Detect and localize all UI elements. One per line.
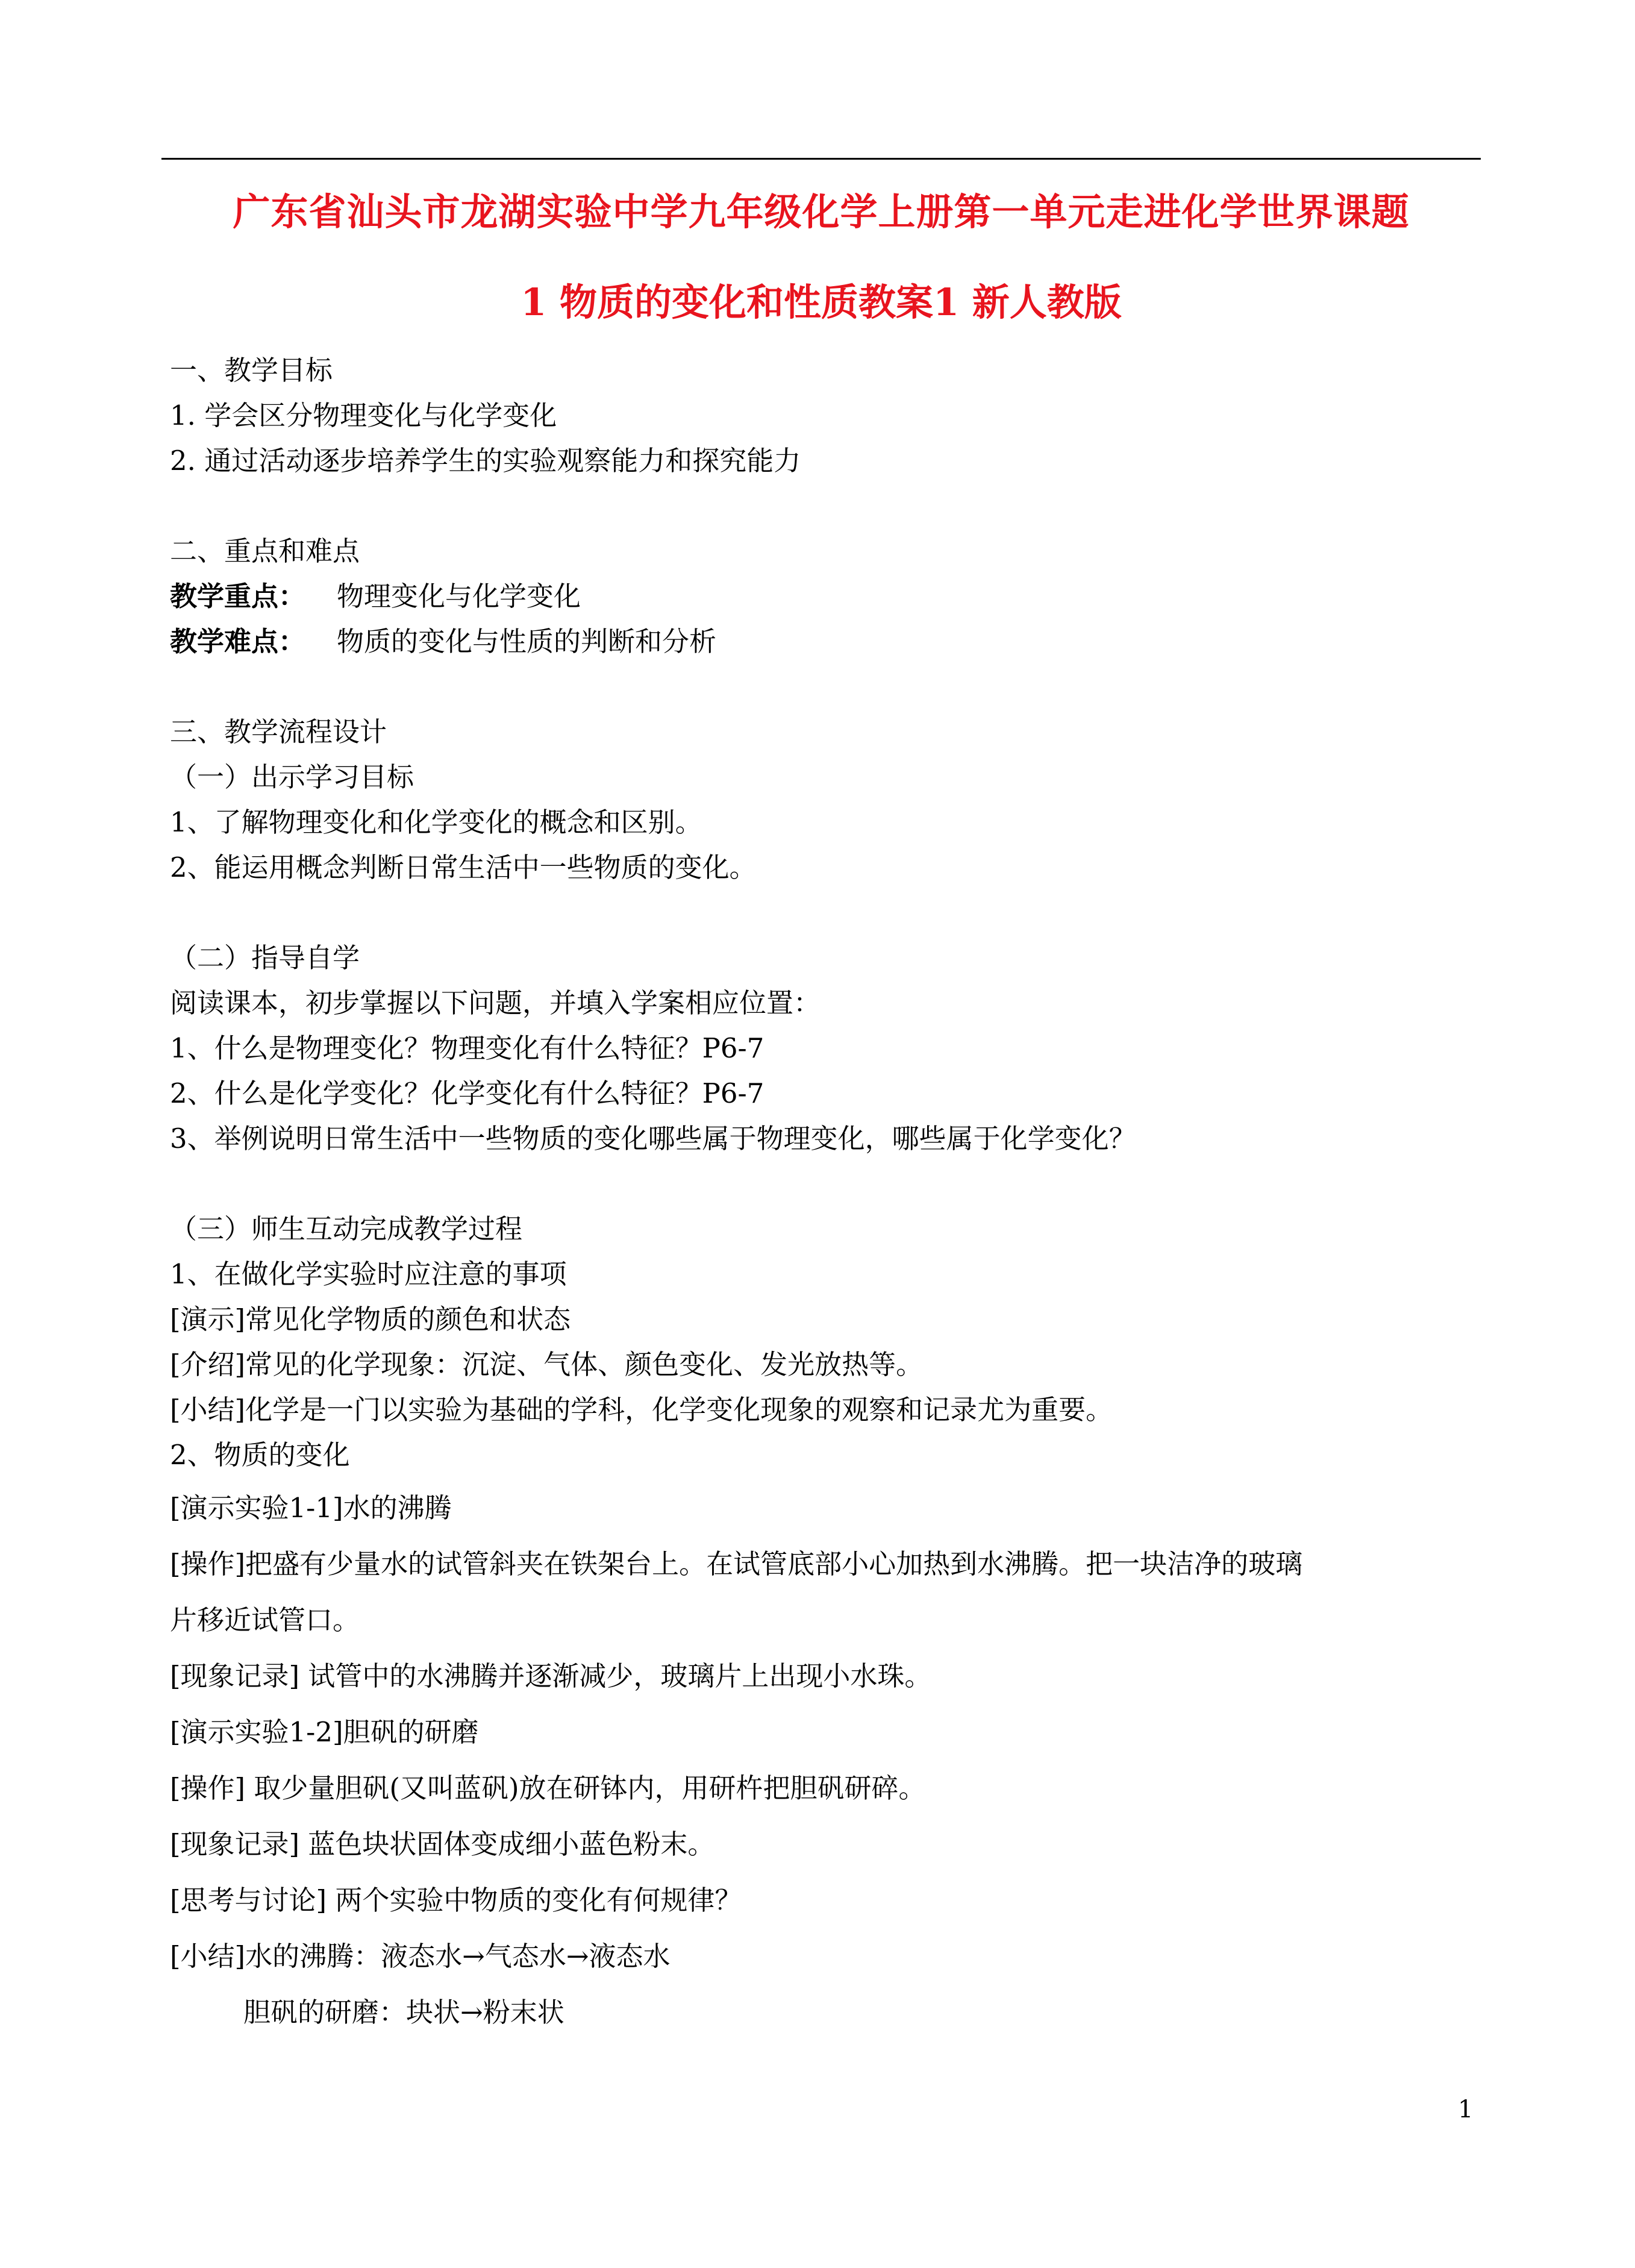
key-point-label: 教学重点： bbox=[170, 580, 306, 612]
difficult-point-text: 物质的变化与性质的判断和分析 bbox=[337, 625, 717, 657]
objective-item: 1. 学会区分物理变化与化学变化 bbox=[170, 399, 557, 431]
page-number: 1 bbox=[1458, 2096, 1474, 2123]
header-rule bbox=[161, 158, 1481, 160]
difficult-point-label: 教学难点： bbox=[170, 625, 306, 657]
key-point-text: 物理变化与化学变化 bbox=[337, 580, 581, 612]
document-title-line-2: 1 物质的变化和性质教案1 新人教版 bbox=[521, 280, 1122, 324]
process-line: [操作]把盛有少量水的试管斜夹在铁架台上。在试管底部小心加热到水沸腾。把一块洁净的玻璃 bbox=[170, 1548, 1303, 1580]
process-line: [小结]化学是一门以实验为基础的学科，化学变化现象的观察和记录尤为重要。 bbox=[170, 1394, 1113, 1426]
goal-item: 1、了解物理变化和化学变化的概念和区别。 bbox=[170, 806, 702, 838]
subsection-heading: （二）指导自学 bbox=[170, 942, 360, 974]
process-line: [现象记录] 蓝色块状固体变成细小蓝色粉末。 bbox=[170, 1828, 715, 1860]
question-item: 1、什么是物理变化？物理变化有什么特征？P6-7 bbox=[170, 1032, 764, 1064]
process-line: [现象记录] 试管中的水沸腾并逐渐减少，玻璃片上出现小水珠。 bbox=[170, 1660, 932, 1692]
process-line: [演示]常见化学物质的颜色和状态 bbox=[170, 1303, 571, 1335]
question-item: 3、举例说明日常生活中一些物质的变化哪些属于物理变化，哪些属于化学变化？ bbox=[170, 1123, 1136, 1154]
process-line: 2、物质的变化 bbox=[170, 1439, 350, 1471]
question-item: 2、什么是化学变化？化学变化有什么特征？P6-7 bbox=[170, 1077, 764, 1109]
process-line: 1、在做化学实验时应注意的事项 bbox=[170, 1258, 567, 1290]
subsection-heading: （一）出示学习目标 bbox=[170, 761, 414, 793]
process-line: [操作] 取少量胆矾(又叫蓝矾)放在研钵内，用研杵把胆矾研碎。 bbox=[170, 1772, 926, 1804]
process-line: [思考与讨论] 两个实验中物质的变化有何规律？ bbox=[170, 1884, 742, 1916]
process-line: 片移近试管口。 bbox=[170, 1604, 360, 1636]
section-heading-objectives: 一、教学目标 bbox=[170, 354, 333, 386]
section-heading-key-points: 二、重点和难点 bbox=[170, 535, 360, 567]
document-title-line-1: 广东省汕头市龙湖实验中学九年级化学上册第一单元走进化学世界课题 bbox=[233, 190, 1410, 234]
process-line: [演示实验1-1]水的沸腾 bbox=[170, 1492, 452, 1524]
key-point-row bbox=[170, 578, 581, 615]
subsection-heading: （三）师生互动完成教学过程 bbox=[170, 1213, 523, 1245]
goal-item: 2、能运用概念判断日常生活中一些物质的变化。 bbox=[170, 851, 757, 883]
process-line: [演示实验1-2]胆矾的研磨 bbox=[170, 1716, 479, 1748]
objective-item: 2. 通过活动逐步培养学生的实验观察能力和探究能力 bbox=[170, 445, 801, 477]
process-line: [小结]水的沸腾：液态水→气态水→液态水 bbox=[170, 1940, 671, 1972]
section-heading-process: 三、教学流程设计 bbox=[170, 716, 387, 748]
self-study-intro: 阅读课本，初步掌握以下问题，并填入学案相应位置： bbox=[170, 987, 821, 1019]
difficult-point-row bbox=[170, 624, 716, 660]
process-line: 胆矾的研磨：块状→粉末状 bbox=[243, 1996, 564, 2028]
process-line: [介绍]常见的化学现象：沉淀、气体、颜色变化、发光放热等。 bbox=[170, 1349, 924, 1380]
